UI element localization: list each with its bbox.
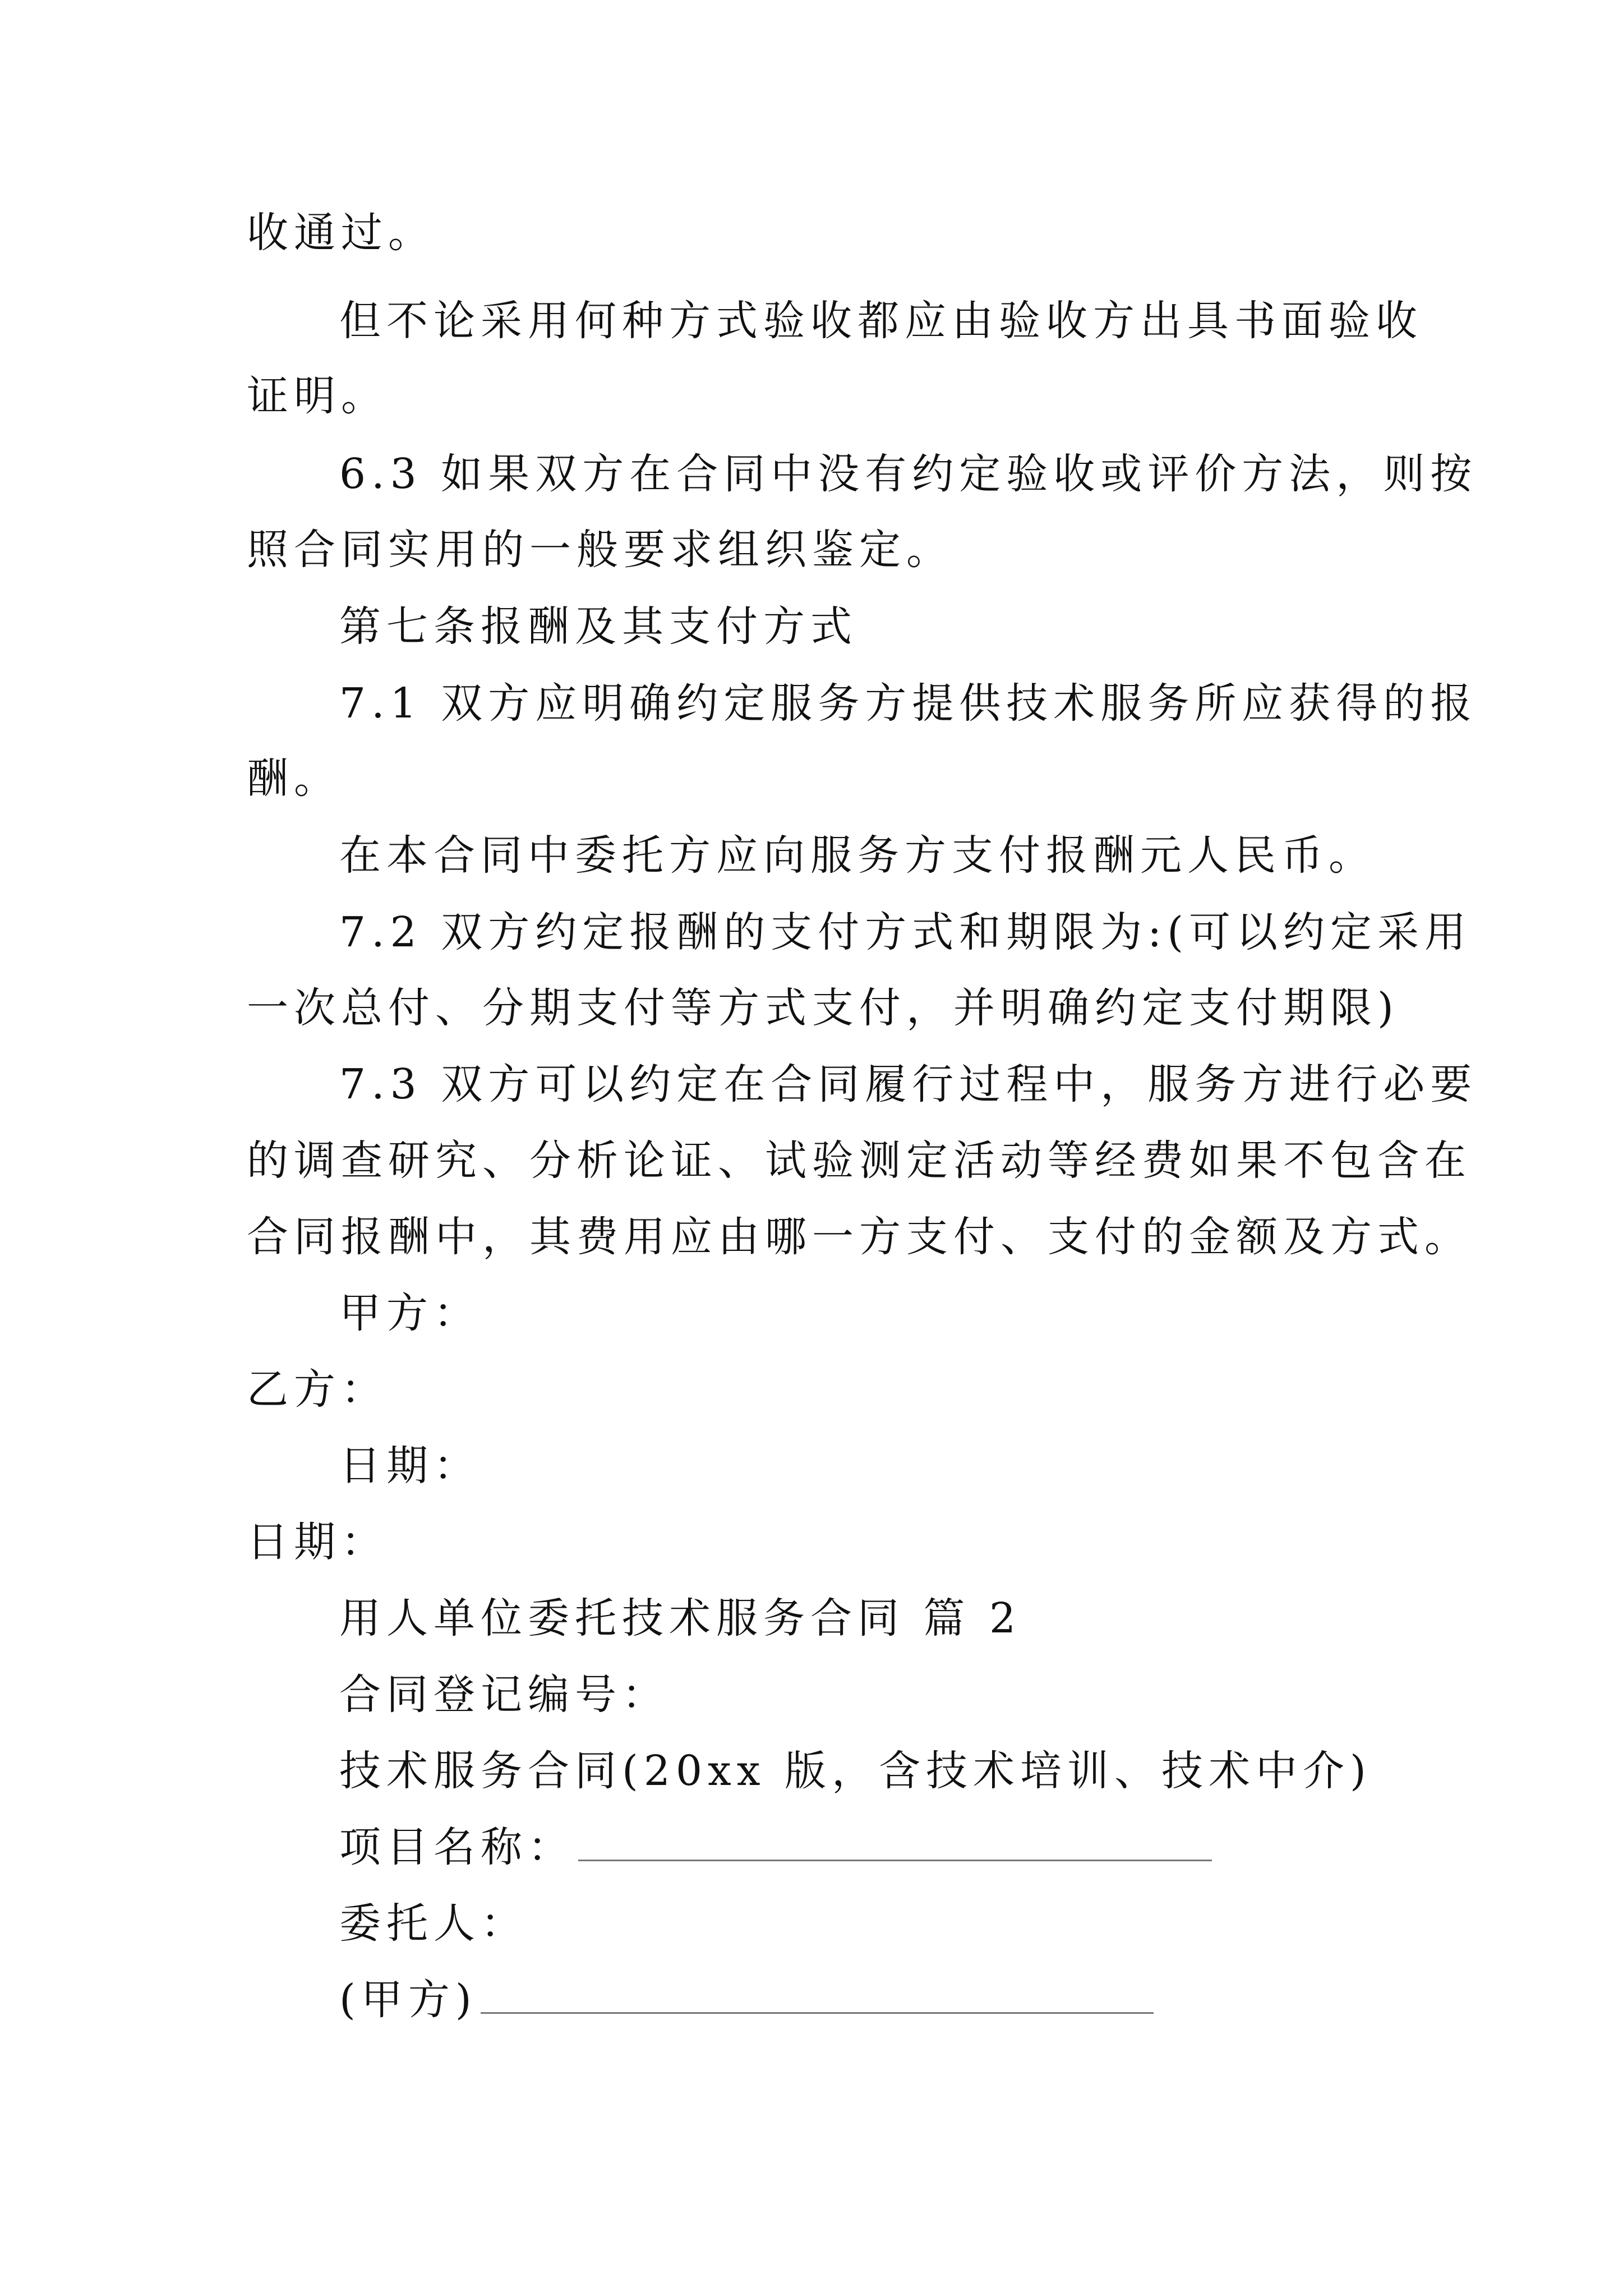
contract-title: 用人单位委托技术服务合同 篇 2 — [339, 1594, 1022, 1642]
section-heading: 第七条报酬及其支付方式 — [339, 602, 857, 651]
text-line: 7.1 双方应明确约定服务方提供技术服务所应获得的报 — [339, 679, 1478, 728]
party-b-label: 乙方： — [247, 1365, 388, 1414]
party-a-label: 甲方： — [339, 1289, 481, 1337]
registration-number-label: 合同登记编号： — [339, 1671, 669, 1719]
text-line: 收通过。 — [247, 209, 435, 257]
text-line: 在本合同中委托方应向服务方支付报酬元人民币。 — [339, 831, 1376, 880]
text-line: 但不论采用何种方式验收都应由验收方出具书面验收 — [339, 297, 1423, 345]
contract-subtitle: 技术服务合同(20xx 版，含技术培训、技术中介) — [339, 1747, 1372, 1795]
party-a-blank — [481, 1976, 1154, 2014]
text-line: 证明。 — [247, 372, 388, 420]
text-line: 6.3 如果双方在合同中没有约定验收或评价方法，则按 — [339, 450, 1478, 498]
date-label: 日期： — [339, 1442, 481, 1490]
text-line: 一次总付、分期支付等方式支付，并明确约定支付期限) — [247, 984, 1399, 1032]
project-name-label: 项目名称： — [339, 1823, 575, 1871]
client-label: 委托人： — [339, 1899, 528, 1948]
text-line: 7.3 双方可以约定在合同履行过程中，服务方进行必要 — [339, 1060, 1478, 1108]
text-line: 酬。 — [247, 754, 341, 803]
date-label: 日期： — [247, 1518, 388, 1566]
party-a-paren-label: (甲方) — [339, 1976, 477, 2024]
text-line: 照合同实用的一般要求组织鉴定。 — [247, 526, 953, 574]
text-line: 7.2 双方约定报酬的支付方式和期限为:(可以约定采用 — [339, 908, 1472, 956]
text-line: 合同报酬中，其费用应由哪一方支付、支付的金额及方式。 — [247, 1213, 1472, 1261]
party-a-field — [339, 1972, 1154, 2028]
text-line: 的调查研究、分析论证、试验测定活动等经费如果不包含在 — [247, 1137, 1472, 1185]
project-name-blank — [578, 1824, 1212, 1861]
project-name-field — [339, 1819, 1212, 1875]
